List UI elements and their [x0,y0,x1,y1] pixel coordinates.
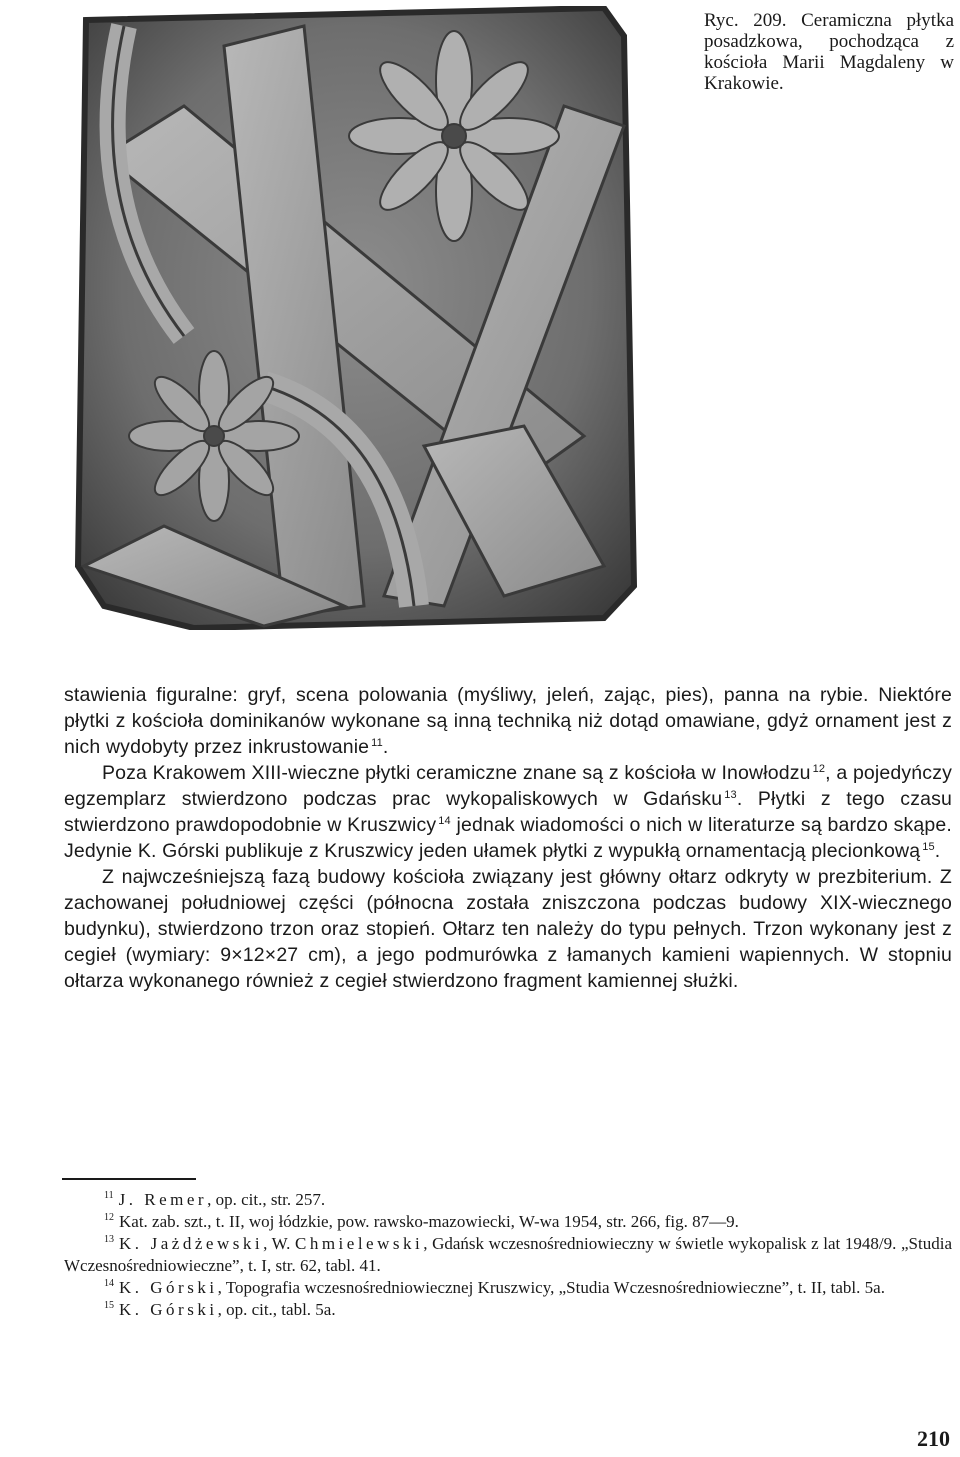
footnotes [64,1189,952,1321]
footnote-text: , Gdańsk wczesnośredniowieczny w świetle wykopalisk z lat 1948/9. „Studia Wczesnośredniowieczne”, t. I, str. 62, tabl. 41. [64,1234,952,1275]
footnote-text: , op. cit., tabl. 5a. [217,1300,336,1319]
footnote-number: 11 [104,1190,114,1202]
footnote-text: , Topografia wczesnośredniowiecznej Kruszwicy, „Studia Wczesnośredniowieczne”, t. II, tabl. 5a. [217,1278,885,1297]
figure-caption: Ryc. 209. Ceramiczna płytka posadzkowa, pochodząca z kościoła Marii Magdaleny w Krakowie. [704,10,954,94]
paragraph-2 [64,760,952,864]
footnote-ref[interactable]: 11 [371,736,383,749]
paragraph-text: jednak wiadomości o nich w literaturze są bardzo skąpe. Jedynie K. Górski publikuje z Kruszwicy jeden ułamek płytki z wypukłą ornamentacją plecionkową [64,814,952,862]
paragraph-text: , a pojedyńczy egzemplarz stwierdzono podczas prac wykopaliskowych w Gdańsku [64,762,952,810]
paragraph-1 [64,682,952,760]
footnote-14 [64,1277,952,1299]
main-text [64,682,952,994]
paragraph-text: . Płytki z tego czasu stwierdzono prawdopodobnie w Kruszwicy [64,788,952,836]
paragraph-text: Poza Krakowem XIII-wieczne płytki ceramiczne znane są z kościoła w Inowłodzu [102,762,811,784]
page-number: 210 [917,1426,950,1451]
footnote-number: 13 [104,1234,114,1246]
footnote-number: 12 [104,1212,114,1224]
footnote-author: J. Remer [118,1190,208,1209]
footnote-ref[interactable]: 12 [812,762,826,775]
footnote-divider [62,1178,196,1180]
footnote-text: , W. [263,1234,295,1253]
footnote-number: 15 [104,1300,114,1312]
footnote-11 [64,1189,952,1211]
footnote-15 [64,1299,952,1321]
paragraph-text: stawienia figuralne: gryf, scena polowania (myśliwy, jeleń, zając, pies), panna na rybie. Niektóre płytki z kościoła dominikanów wykonane są inną techniką niż dotąd omawiane, gdyż ornament jest z nich wydobyty przez inkrustowanie [64,684,952,758]
footnote-author: K. Jażdżewski [119,1234,264,1253]
footnote-author: K. Górski [119,1278,218,1297]
paragraph-text: . [382,736,389,758]
footnote-ref[interactable]: 13 [724,788,737,801]
footnote-author: Chmielewski [294,1234,424,1253]
footnote-ref[interactable]: 14 [438,814,451,827]
paragraph-3: Z najwcześniejszą fazą budowy kościoła związany jest główny ołtarz odkryty w prezbiterium. Z zachowanej południowej części (północna została zniszczona podczas budowy XIX-wiecznego budynku), stwierdzono trzon oraz stopień. Ołtarz ten należy do typu pełnych. Trzon wykonany jest z cegieł (wymiary: 9×12×27 cm), a jego podmurówka z łamanych kamieni wapiennych. W stopniu ołtarza wykonanego również z cegieł stwierdzono fragment kamiennej służki. [64,866,952,992]
footnote-ref[interactable]: 15 [922,840,935,853]
footnote-number: 14 [104,1278,114,1290]
paragraph-text: . [934,840,941,862]
footnote-author: K. Górski [119,1300,218,1319]
footnote-13 [64,1233,952,1277]
footnote-text: , op. cit., str. 257. [207,1190,326,1209]
footnote-12 [64,1211,952,1233]
footnote-text: Kat. zab. szt., t. II, woj łódzkie, pow. rawsko-mazowiecki, W-wa 1954, str. 266, fig. 87—9. [119,1212,739,1231]
tile-photograph [64,6,646,630]
